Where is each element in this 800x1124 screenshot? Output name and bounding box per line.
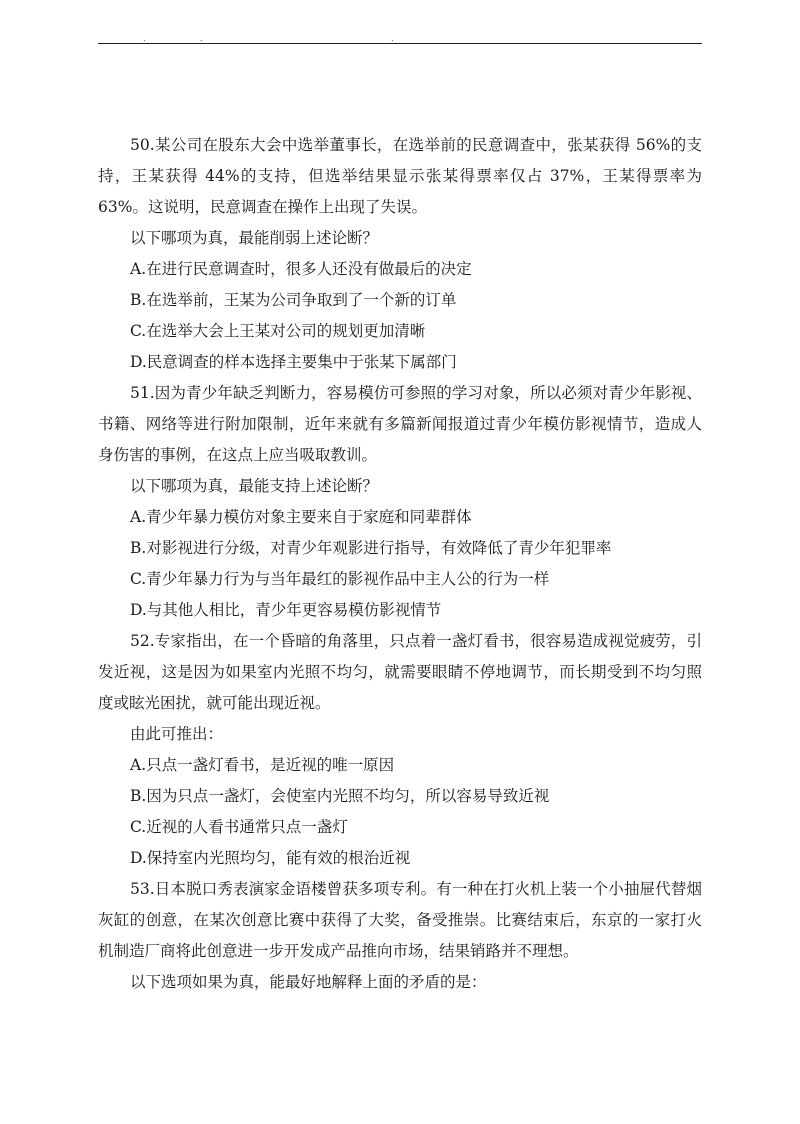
question-stem: 50.某公司在股东大会中选举董事长，在选举前的民意调查中，张某获得 56%的支持，王某获得 44%的支持，但选举结果显示张某得票率仅占 37%，王某得票率为 63%。这说明，民意调查在操作上出现了失误。: [98, 136, 702, 216]
option-d: D.与其他人相比，青少年更容易模仿影视情节: [130, 601, 442, 619]
option-a: A.青少年暴力模仿对象主要来自于家庭和同辈群体: [130, 508, 472, 526]
question-50: [98, 130, 702, 378]
option-d: D.民意调查的样本选择主要集中于张某下属部门: [130, 353, 457, 371]
question-prompt: 由此可推出：: [130, 725, 224, 743]
question-prompt: 以下哪项为真，最能削弱上述论断？: [130, 229, 379, 247]
question-52: [98, 626, 702, 874]
option-c: C.在选举大会上王某对公司的规划更加清晰: [130, 322, 426, 340]
option-c: C.近视的人看书通常只点一盏灯: [130, 818, 348, 836]
question-stem: 52.专家指出，在一个昏暗的角落里，只点着一盏灯看书，很容易造成视觉疲劳，引发近视，这是因为如果室内光照不均匀，就需要眼睛不停地调节，而长期受到不均匀照度或眩光困扰，就可能出现近视。: [98, 632, 702, 712]
question-53: [98, 874, 702, 998]
header-dot: .: [200, 34, 203, 43]
question-stem: 51.因为青少年缺乏判断力，容易模仿可参照的学习对象，所以必须对青少年影视、书籍、网络等进行附加限制，近年来就有多篇新闻报道过青少年模仿影视情节，造成人身伤害的事例，在这点上应当吸取教训。: [98, 384, 702, 464]
header-dot: .: [391, 34, 394, 43]
option-b: B.对影视进行分级，对青少年观影进行指导，有效降低了青少年犯罪率: [130, 539, 612, 557]
question-prompt: 以下哪项为真，最能支持上述论断？: [130, 477, 379, 495]
question-stem: 53.日本脱口秀表演家金语楼曾获多项专利。有一种在打火机上装一个小抽屉代替烟灰缸的创意，在某次创意比赛中获得了大奖，备受推崇。比赛结束后，东京的一家打火机制造厂商将此创意进一步开发成产品推向市场，结果销路并不理想。: [98, 880, 702, 960]
header-dot: .: [143, 34, 146, 43]
question-prompt: 以下选项如果为真，能最好地解释上面的矛盾的是：: [130, 973, 487, 991]
option-b: B.在选举前，王某为公司争取到了一个新的订单: [130, 291, 457, 309]
option-a: A.只点一盏灯看书，是近视的唯一原因: [130, 756, 395, 774]
option-d: D.保持室内光照均匀，能有效的根治近视: [130, 849, 411, 867]
question-51: [98, 378, 702, 626]
option-c: C.青少年暴力行为与当年最红的影视作品中主人公的行为一样: [130, 570, 550, 588]
option-b: B.因为只点一盏灯，会使室内光照不均匀，所以容易导致近视: [130, 787, 550, 805]
question-list: [98, 130, 702, 998]
header-rule: [98, 43, 702, 44]
option-a: A.在进行民意调查时，很多人还没有做最后的决定: [130, 260, 472, 278]
